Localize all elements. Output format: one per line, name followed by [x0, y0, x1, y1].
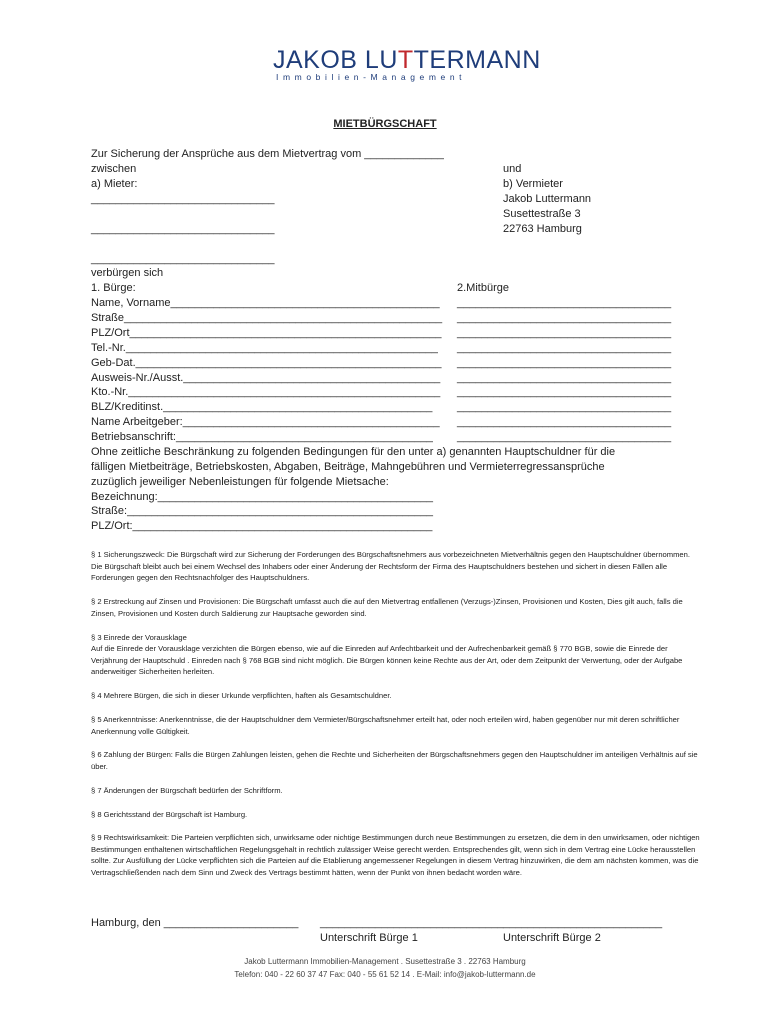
buerge1-field[interactable]: PLZ/Ort___________________________________________________ [91, 327, 442, 339]
vermieter-label: b) Vermieter [503, 178, 563, 190]
vermieter-name: Jakob Luttermann [503, 193, 592, 205]
buerge1-field[interactable]: Straße____________________________________________________ [91, 312, 443, 324]
buerge2-field[interactable]: ___________________________________ [457, 386, 672, 398]
paragraph-9: § 9 Rechtswirksamkeit: Die Parteien verpflichten sich, unwirksame oder nichtige Bestimmungen durch neue Bestimmungen zu ersetzen, die dem in den unwirksamen, oder nichtigen Bestimmungen enthaltenen wirtschaftlichen Regelungsgehalt in rechtlich zulässiger Weise gerecht werden. Entsprechendes gilt, wenn sich in dem Vertrag eine Lücke herausstellen sollte. Zur Ausfüllung der Lücke verpflichten sich die Parteien auf die Etablierung angemessener Regelungen in diesem Vertrag hinzuwirken, die dem am nächsten kommen, was die Vertragschließenden nach dem Sinn und Zweck des Vertrags bestimmt hätten, wenn der Punkt von ihnen bedacht worden wäre. [91, 833, 700, 877]
buerge1-heading: 1. Bürge: [91, 282, 136, 294]
buerge2-field[interactable]: ___________________________________ [457, 401, 672, 413]
buerge1-field[interactable]: Betriebsanschrift:__________________________________________ [91, 431, 433, 443]
conditions-line-3: zuzüglich jeweiliger Nebenleistungen für folgende Mietsache: [91, 476, 389, 488]
buerge1-field[interactable]: Name Arbeitgeber:__________________________________________ [91, 416, 440, 428]
paragraph-4: § 4 Mehrere Bürgen, die sich in dieser Urkunde verpflichten, haften als Gesamtschuldner. [91, 691, 392, 700]
zwischen-label: zwischen [91, 163, 137, 175]
paragraph-3: Auf die Einrede der Vorausklage verzichten die Bürgen ebenso, wie auf die Einreden auf Anfechtbarkeit und der Aufrechenbarkeit gemäß § 770 BGB, sowie die Einrede der Verjährung der Hauptschuld . Einreden nach § 768 BGB sind nicht möglich. Die Bürgen können keine Rechte aus der Art, oder dem Zeitpunkt der Verwertung, oder der Aufgabe anderweitiger Sicherheiten herleiten. [91, 644, 683, 677]
buerge1-field[interactable]: Tel.-Nr.___________________________________________________ [91, 342, 438, 354]
signature-label-2: Unterschrift Bürge 2 [503, 932, 601, 944]
paragraph-8: § 8 Gerichtsstand der Bürgschaft ist Hamburg. [91, 810, 248, 819]
bezeichnung-field[interactable]: Bezeichnung:_____________________________________________ [91, 491, 433, 503]
und-label: und [503, 163, 522, 175]
buerge2-field[interactable]: ___________________________________ [457, 297, 672, 309]
mieter-label: a) Mieter: [91, 178, 138, 190]
company-tagline: Immobilien-Management [276, 72, 467, 82]
place-date-field[interactable]: Hamburg, den ______________________ [91, 917, 299, 929]
paragraph-6: § 6 Zahlung der Bürgen: Falls die Bürgen Zahlungen leisten, gehen die Rechte und Sicherheiten der Bürgschaftsnehmers gegen den Hauptschuldner im anteiligen Verhältnis auf sie über. [91, 750, 698, 771]
document-title: MIETBÜRGSCHAFT [333, 118, 437, 130]
buerge1-field[interactable]: BLZ/Kreditinst.____________________________________________ [91, 401, 433, 413]
buerge1-field[interactable]: Geb-Dat.__________________________________________________ [91, 357, 442, 369]
buerge1-field[interactable]: Ausweis-Nr./Ausst.__________________________________________ [91, 372, 441, 384]
mietsache-strasse-field[interactable]: Straße:__________________________________________________ [91, 505, 433, 517]
buerge1-field[interactable]: Name, Vorname____________________________________________ [91, 297, 440, 309]
conditions-line-2: fälligen Mietbeiträge, Betriebskosten, Abgaben, Beiträge, Mahngebühren und Vermieterregressansprüche [91, 461, 605, 473]
vermieter-city: 22763 Hamburg [503, 223, 582, 235]
buerge2-field[interactable]: ___________________________________ [457, 342, 672, 354]
signature-label-1: Unterschrift Bürge 1 [320, 932, 418, 944]
mieter-field-2[interactable]: ______________________________ [91, 223, 275, 235]
buerge2-field[interactable]: ___________________________________ [457, 416, 672, 428]
signature-line-2[interactable]: __________________________ [503, 917, 663, 929]
company-logo: JAKOB LUTTERMANN [273, 46, 541, 74]
paragraph-7: § 7 Änderungen der Bürgschaft bedürfen der Schriftform. [91, 786, 283, 795]
mietsache-plzort-field[interactable]: PLZ/Ort:_________________________________________________ [91, 520, 433, 532]
paragraph-1: § 1 Sicherungszweck: Die Bürgschaft wird zur Sicherung der Forderungen des Bürgschaftsnehmers aus vorbezeichneten Mietverhältnis gegen den Hauptschuldner übernommen. Die Bürgschaft bleibt auch bei einem Wechsel des Inhabers oder einer Änderung der Rechtsform der Firma des Hauptschuldners bestehen und sichert in diesen Fällen alle Forderungen gegen den Rechtsnachfolger des Hauptschuldners. [91, 550, 690, 583]
buerge2-field[interactable]: ___________________________________ [457, 327, 672, 339]
verbuergen-label: verbürgen sich [91, 267, 164, 279]
paragraph-5: § 5 Anerkenntnisse: Anerkenntnisse, die der Hauptschuldner dem Vermieter/Bürgschaftsnehmer erteilt hat, oder noch erteilen wird, haben gegenüber nur mit deren schriftlicher Anerkennung volle Gültigkeit. [91, 715, 680, 736]
buerge1-field[interactable]: Kto.-Nr.___________________________________________________ [91, 386, 441, 398]
paragraph-2: § 2 Erstreckung auf Zinsen und Provisionen: Die Bürgschaft umfasst auch die auf den Mietvertrag entfallenen (Verzugs-)Zinsen, Provisionen und Kosten, Dies gilt auch, falls die Zinsen, Provisionen und Kosten durch Saldierung zur Hauptsache geworden sind. [91, 597, 683, 618]
conditions-line-1: Ohne zeitliche Beschränkung zu folgenden Bedingungen für den unter a) genannten Hauptschuldner für die [91, 446, 616, 458]
signature-line-1[interactable]: ______________________________ [320, 917, 504, 929]
buerge2-field[interactable]: ___________________________________ [457, 312, 672, 324]
intro-line: Zur Sicherung der Ansprüche aus dem Mietvertrag vom _____________ [91, 148, 444, 160]
footer-contact: Telefon: 040 - 22 60 37 47 Fax: 040 - 55 61 52 14 . E-Mail: info@jakob-luttermann.de [234, 970, 536, 979]
footer-address: Jakob Luttermann Immobilien-Management . Susettestraße 3 . 22763 Hamburg [244, 957, 526, 966]
buerge2-heading: 2.Mitbürge [457, 282, 509, 294]
mieter-field-1[interactable]: ______________________________ [91, 193, 275, 205]
buerge2-field[interactable]: ___________________________________ [457, 357, 672, 369]
mieter-field-3[interactable]: ______________________________ [91, 253, 275, 265]
buerge2-field[interactable]: ___________________________________ [457, 431, 672, 443]
buerge2-field[interactable]: ___________________________________ [457, 372, 672, 384]
vermieter-street: Susettestraße 3 [503, 208, 581, 220]
paragraph-3-title: § 3 Einrede der Vorausklage [91, 633, 187, 642]
